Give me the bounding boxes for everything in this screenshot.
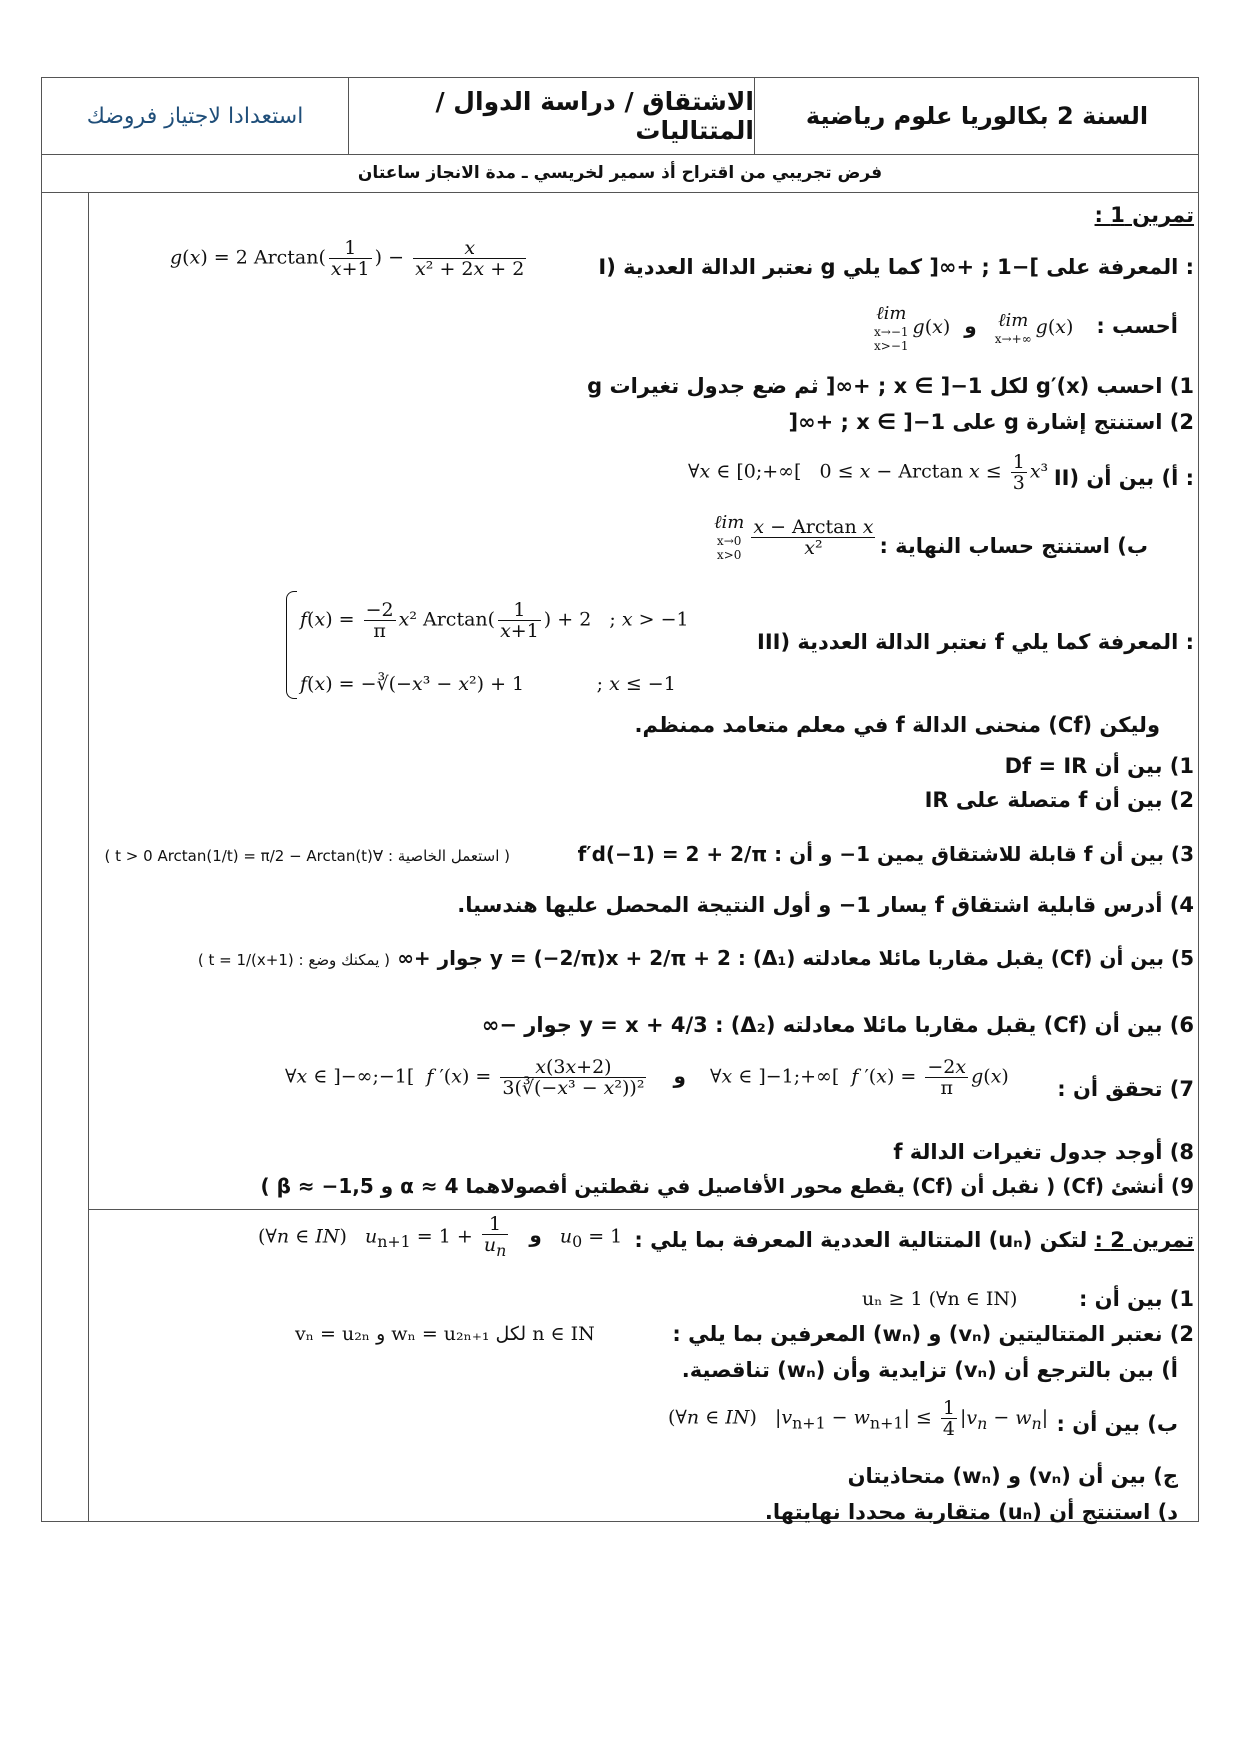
margin-line: [88, 192, 89, 1521]
f-branch-right: f(x) = $\frac{-2}{\pi}$ x² Arctan( $\frac{1}{x+1}$ ) + 2 ; x > −1: [300, 599, 689, 642]
ex1-q3-5: 5) بين أن (Cf) يقبل مقاربا مائلا معادلته (Δ₁) : y = (−2/π)x + 2/π + 2 جوار +∞: [397, 946, 1194, 970]
ex2-q2: 2) نعتبر المتتاليتين (vₙ) و (wₙ) المعرفين بما يلي :: [672, 1322, 1194, 1346]
ex1-q3-4: 4) أدرس قابلية اشتقاق f يسار 1− و أول النتيجة المحصل عليها هندسيا.: [457, 893, 1194, 917]
ex2-q2-formula: vₙ = u₂ₙ و wₙ = u₂ₙ₊₁ لكل n ∈ IN: [295, 1323, 595, 1345]
sequence-definition: (∀n ∈ IN) $u_{n+1} = 1$ + $\frac{1}{u_n}$ و $u_0 = 1$: [258, 1213, 623, 1260]
derivative-formulas: ∀x ∈ ]−∞;−1[ f ′(x) = $\frac{x(3x+2)}{\text{3(∛(−x³ − x²))²}}$ و ∀x ∈ ]−1;+∞[ f ′(x) = $\frac{-2x}{\pi}$ g(x): [285, 1056, 1009, 1099]
header-tagline: استعدادا لاجتياز فروضك: [86, 103, 304, 129]
ex1-q3-5-hint: ( يمكنك وضع : t = 1/(x+1) ): [197, 951, 390, 969]
piecewise-brace: [286, 591, 297, 699]
ex2-intro-text: لتكن (uₙ) المتتالية العددية المعرفة بما يلي :: [634, 1228, 1088, 1252]
calc-label: أحسب :: [1096, 314, 1178, 338]
ex2-q2-c: ج) بين أن (vₙ) و (wₙ) متحاذيتان: [847, 1464, 1178, 1488]
ex1-q3-9: 9) أنشئ (Cf) ( نقبل أن (Cf) يقطع محور الأفاصيل في نقطتين أفصولاهما α ≈ 4 و β ≈ −1,5 ): [260, 1174, 1194, 1198]
header-divider: [754, 78, 755, 154]
ex2-q1: 1) بين أن :: [1078, 1287, 1194, 1311]
ex1-part1-statement: I) نعتبر الدالة العددية g المعرفة على ]−1 ; +∞[ كما يلي :: [598, 255, 1194, 279]
ex1-part2-b: ب) استنتج حساب النهاية :: [879, 534, 1148, 558]
ex2-q2-d: د) استنتج أن (uₙ) متقاربة محددا نهايتها.: [764, 1500, 1178, 1524]
derivative-and: و: [673, 1063, 686, 1088]
lim-and: و: [964, 314, 977, 338]
ii-a-inequality: ∀x ∈ [0;+∞[ 0 ≤ x − Arctan x ≤ $\frac{1}{3}$ x³: [688, 451, 1049, 494]
ex1-part3-statement: III) نعتبر الدالة العددية f المعرفة كما يلي :: [757, 630, 1194, 654]
exam-header: [42, 78, 1198, 155]
ex2-q2-a: أ) بين بالترجع أن (vₙ) تزايدية وأن (wₙ) تناقصية.: [681, 1358, 1178, 1382]
ex1-q3-1: 1) بين أن Df = IR: [1004, 754, 1194, 778]
ex1-q3-8: 8) أوجد جدول تغيرات الدالة f: [893, 1140, 1194, 1164]
ex2-q2-b: ب) بين أن :: [1056, 1412, 1178, 1436]
header-topics: الاشتقاق / دراسة الدوال / المتتاليات: [435, 87, 754, 145]
cf-statement: وليكن (Cf) منحنى الدالة f في معلم متعامد ممنظم.: [634, 713, 1160, 737]
exam-subtitle: فرض تجريبي من اقتراح أذ سمير لخريسي ـ مدة الانجاز ساعتان: [42, 154, 1198, 193]
header-divider: [348, 78, 349, 154]
ex2-q2-b-formula: (∀n ∈ IN) $|v_{n+1} - w_{n+1}|$ ≤ $\frac{1}{4}$ $|v_n - w_n|$: [668, 1397, 1049, 1440]
ex2-q1-formula: uₙ ≥ 1 (∀n ∈ IN): [862, 1288, 1018, 1310]
ex1-q1: 1) احسب g′(x) لكل x ∈ ]−1 ; +∞[ ثم ضع جدول تغيرات g: [587, 374, 1194, 398]
ex1-q3-2: 2) بين أن f متصلة على IR: [924, 788, 1194, 812]
ex1-q3-3: 3) بين أن f قابلة للاشتقاق يمين 1− و أن : f′d(−1) = 2 + 2/π: [577, 842, 1194, 866]
ex1-q3-3-hint: ( استعمل الخاصية : ∀t > 0 Arctan(1/t) = π/2 − Arctan(t) ): [104, 847, 510, 865]
ex1-part2-a: II) أ) بين أن :: [1053, 466, 1194, 490]
ii-b-limit: ℓim x→0 x>0 $\frac{\text{x − Arctan x}}{\text{x²}}$: [714, 512, 874, 562]
limits: ℓim x→−1 x>−1g(x) و ℓim x→+∞g(x): [874, 303, 1074, 353]
ex2-intro: [634, 1226, 1194, 1254]
g-definition: g(x) = 2 Arctan( $\frac{1}{x+1}$ ) − $\frac{x}{\text{x² + 2x + 2}}$: [170, 237, 525, 280]
header-level: السنة 2 بكالوريا علوم رياضية: [805, 102, 1149, 130]
ex2-title: تمرين 2 :: [1094, 1228, 1194, 1252]
ex1-q3-6: 6) بين أن (Cf) يقبل مقاربا مائلا معادلته (Δ₂) : y = x + 4/3 جوار −∞: [481, 1013, 1194, 1037]
f-branch-left: f(x) = −∛(−x³ − x²) + 1 ; x ≤ −1: [300, 673, 676, 695]
ex1-title: تمرين 1 :: [1094, 203, 1194, 227]
ex1-q3-7: 7) تحقق أن :: [1057, 1077, 1194, 1101]
ex1-q2: 2) استنتج إشارة g على x ∈ ]−1 ; +∞[: [788, 410, 1194, 434]
exercise-separator: [88, 1209, 1198, 1210]
